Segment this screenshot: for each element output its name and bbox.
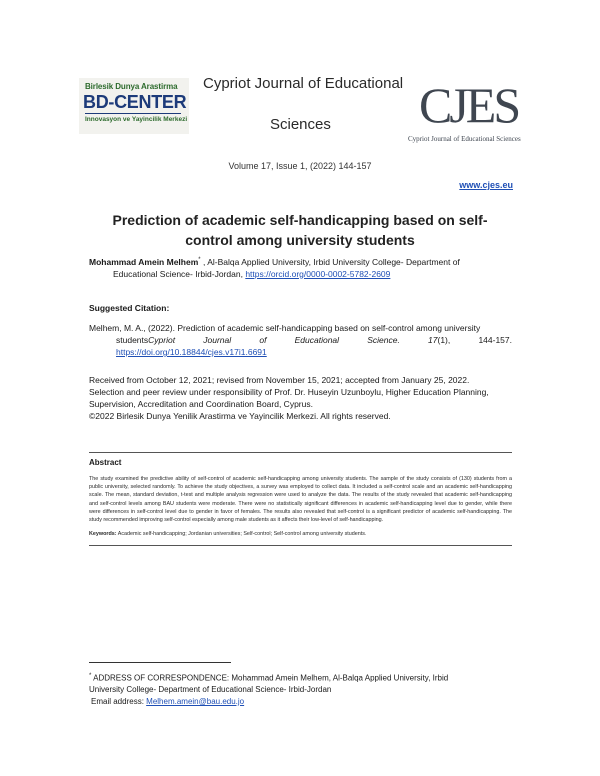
citation-volume: 17 — [428, 335, 438, 345]
citation-issue: (1), — [437, 335, 451, 345]
author-block — [89, 254, 512, 280]
title-line-1: Prediction of academic self-handicapping based on self- — [112, 212, 488, 228]
publication-history — [89, 374, 512, 422]
orcid-link[interactable]: https://orcid.org/0000-0002-5782-2609 — [245, 268, 391, 279]
author-name: Mohammad Amein Melhem — [89, 256, 199, 267]
keywords-label: Keywords: — [89, 531, 117, 537]
citation-block — [89, 322, 512, 358]
citation-journal-lead — [116, 334, 175, 346]
cjes-logo — [405, 77, 521, 150]
cjes-logo-mark: CJES — [419, 77, 519, 133]
keywords-list: Academic self-handicapping; Jordanian universities; Self-control; Self-control among university students. — [117, 531, 367, 537]
abstract-heading: Abstract — [89, 458, 122, 467]
citation-journal-word: of — [259, 335, 267, 345]
citation-pages: 144-157. — [478, 335, 512, 345]
citation-journal-word: Science. — [367, 335, 400, 345]
logo-line-1: Birlesik Dunya Arastirma — [85, 82, 178, 91]
keywords-row — [89, 530, 512, 538]
peer-review-line-2: Supervision, Accreditation and Coordination Board, Cyprus. — [89, 399, 313, 409]
abstract-bottom-rule — [89, 545, 512, 546]
logo-line-3: Innovasyon ve Yayincilik Merkezi — [85, 116, 188, 123]
citation-line-2 — [89, 334, 512, 346]
logo-line-2: BD-CENTER — [83, 92, 187, 112]
logo-divider — [85, 113, 181, 114]
citation-journal-word: Journal — [203, 335, 232, 345]
citation-volume-issue — [428, 334, 450, 346]
abstract-top-rule — [89, 452, 512, 453]
author-affiliation-1: , Al-Balqa Applied University, Irbid University College- Department of — [202, 256, 460, 267]
journal-name-line-2: Sciences — [270, 116, 331, 133]
title-line-2: control among university students — [185, 232, 415, 248]
author-affiliation-2-row — [89, 268, 512, 280]
footnote-rule — [89, 662, 231, 663]
citation-doi-row — [89, 346, 512, 358]
citation-lead-word: students — [116, 335, 149, 345]
email-label: Email address: — [91, 696, 144, 706]
citation-journal-word: Educational — [294, 335, 340, 345]
abstract-text: The study examined the predictive ability of self-control of academic self-handicapping among university students. The sample of the study consists of (130) students from a public university, selected randomly. To achieve the study objectives, a survey was employed to collect data. It included a self-control scale and an academic self-handicapping scale. The mean, standard deviation, t-test and multiple analysis regression were used to analyze the data. The results of the study revealed that academic self-handicapping and self-control levels among BAU students were moderate. There were no statistically significant differences in academic self-handicapping level due to gender, while there were differences in self-control level due to gender in favor of females. The results also revealed that self-control is a significant predictor of academic self-handicapping. The study recommended improving self-control especially among male students as it affects their low-level of self-handicapping. — [89, 476, 512, 524]
article-title — [100, 210, 500, 250]
citation-heading: Suggested Citation: — [89, 303, 170, 313]
footnote-line-2: University College- Department of Educational Science- Irbid-Jordan — [89, 685, 332, 695]
footnote-line-1-row — [89, 671, 512, 684]
footnote-mark: * — [89, 673, 92, 679]
author-footnote-mark: * — [198, 257, 201, 263]
citation-line-1: Melhem, M. A., (2022). Prediction of academic self-handicapping based on self-control among university — [89, 323, 481, 333]
journal-website-link[interactable]: www.cjes.eu — [459, 180, 513, 190]
citation-journal-word: Cypriot — [148, 335, 176, 345]
footnote-line-1: ADDRESS OF CORRESPONDENCE: Mohammad Amein Melhem, Al-Balqa Applied University, Irbid — [93, 673, 449, 683]
footnote-email-row — [89, 696, 512, 708]
correspondence-email-link[interactable]: Melhem.amein@bau.edu.jo — [146, 696, 245, 706]
received-dates: Received from October 12, 2021; revised from November 15, 2021; accepted from January 25, 2022. — [89, 375, 470, 385]
citation-doi-link[interactable]: https://doi.org/10.18844/cjes.v17i1.6691 — [116, 347, 267, 357]
correspondence-footnote — [89, 671, 512, 707]
copyright-line: ©2022 Birlesik Dunya Yenilik Arastirma ve Yayincilik Merkezi. All rights reserved. — [89, 411, 391, 421]
author-affiliation-2: Educational Science- Irbid-Jordan, — [113, 268, 243, 279]
volume-issue: Volume 17, Issue 1, (2022) 144-157 — [228, 161, 372, 171]
peer-review-line-1: Selection and peer review under responsibility of Prof. Dr. Huseyin Uzunboylu, Higher Education Planning, — [89, 387, 489, 397]
journal-name-line-1: Cypriot Journal of Educational — [203, 75, 404, 92]
bd-center-logo — [79, 78, 189, 134]
cjes-logo-subtitle: Cypriot Journal of Educational Sciences — [408, 135, 521, 143]
